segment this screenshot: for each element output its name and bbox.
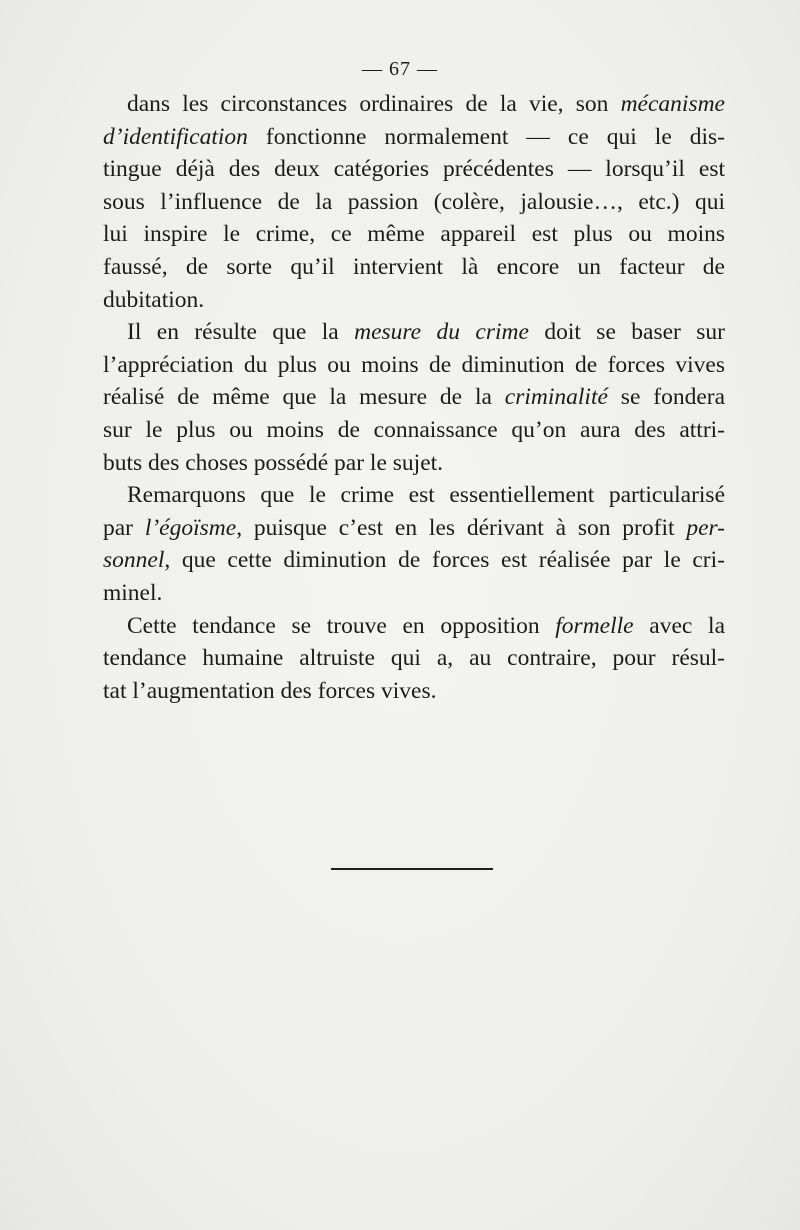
section-divider-rule bbox=[331, 868, 493, 870]
text-segment: Il en résulte que la bbox=[127, 319, 355, 346]
italic-term: mesure du crime bbox=[354, 319, 529, 346]
italic-term: criminalité bbox=[504, 384, 608, 411]
text-line bbox=[103, 218, 725, 251]
text-segment: lui inspire le crime, ce même appareil est plus ou moins bbox=[103, 221, 725, 248]
text-segment: l’appréciation du plus ou moins de diminution de forces vives bbox=[103, 351, 725, 378]
text-line bbox=[103, 610, 725, 643]
text-line bbox=[103, 675, 725, 708]
italic-term: d’identification bbox=[103, 123, 248, 150]
text-line bbox=[103, 349, 725, 382]
text-segment: sur le plus ou moins de connaissance qu’on aura des attri- bbox=[103, 416, 725, 443]
text-segment: minel. bbox=[103, 579, 163, 606]
text-line bbox=[103, 251, 725, 284]
text-segment: par bbox=[103, 514, 145, 541]
text-line bbox=[103, 479, 725, 512]
text-line bbox=[103, 153, 725, 186]
text-line bbox=[103, 381, 725, 414]
paragraph-1 bbox=[103, 88, 725, 316]
text-segment: tat l’augmentation des forces vives. bbox=[103, 677, 437, 704]
text-segment: réalisé de même que la mesure de la bbox=[103, 384, 505, 411]
paragraph-3 bbox=[103, 479, 725, 609]
text-segment: , puisque c’est en les dérivant à son profit bbox=[236, 514, 687, 541]
text-line bbox=[103, 88, 725, 121]
text-segment: Remarquons que le crime est essentiellement particularisé bbox=[127, 482, 725, 509]
paragraph-2 bbox=[103, 316, 725, 479]
text-segment: avec la bbox=[633, 612, 725, 639]
text-line bbox=[103, 544, 725, 577]
text-line bbox=[103, 512, 725, 545]
text-segment: doit se baser sur bbox=[528, 319, 725, 346]
italic-term: formelle bbox=[555, 612, 634, 639]
text-line bbox=[103, 447, 725, 480]
text-line bbox=[103, 186, 725, 219]
text-segment: dubitation. bbox=[103, 286, 205, 313]
text-line bbox=[103, 414, 725, 447]
page-number: — 67 — bbox=[362, 58, 438, 80]
italic-term: l’égoïsme bbox=[144, 514, 237, 541]
italic-term: mécanisme bbox=[620, 91, 725, 117]
body-text bbox=[103, 88, 725, 707]
text-segment: sous l’influence de la passion (colère, jalousie…, etc.) qui bbox=[103, 188, 725, 215]
text-segment: , que cette diminution de forces est réalisée par le cri- bbox=[164, 547, 725, 574]
text-segment: Cette tendance se trouve en opposition bbox=[127, 612, 556, 639]
text-line bbox=[103, 577, 725, 610]
text-line bbox=[103, 121, 725, 154]
text-segment: fonctionne normalement — ce qui le dis- bbox=[247, 123, 725, 150]
text-segment: buts des choses possédé par le sujet. bbox=[103, 449, 444, 476]
text-line bbox=[103, 316, 725, 349]
text-segment: se fondera bbox=[607, 384, 726, 411]
text-segment: tingue déjà des deux catégories précédentes — lorsqu’il est bbox=[103, 156, 725, 183]
text-line bbox=[103, 284, 725, 317]
text-segment: dans les circonstances ordinaires de la vie, son bbox=[127, 91, 621, 117]
italic-term: per- bbox=[686, 514, 725, 541]
text-line bbox=[103, 642, 725, 675]
text-segment: faussé, de sorte qu’il intervient là encore un facteur de bbox=[103, 253, 725, 280]
text-segment: tendance humaine altruiste qui a, au contraire, pour résul- bbox=[103, 645, 725, 672]
italic-term: sonnel bbox=[103, 547, 165, 574]
paragraph-4 bbox=[103, 610, 725, 708]
